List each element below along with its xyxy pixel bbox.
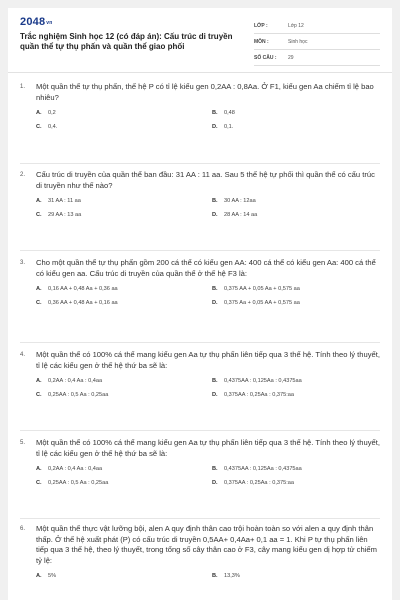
document-title: Trắc nghiệm Sinh học 12 (có đáp án): Cấu trúc di truyền quần thể tự thụ phấn và quần thể giao phối — [20, 32, 233, 51]
question-number: 4. — [20, 352, 26, 358]
question-number: 5. — [20, 440, 26, 446]
option-text: 0,375 Aa + 0,05 AA + 0,575 aa — [224, 300, 300, 306]
option-text: 0,4. — [48, 124, 58, 130]
question-text-wrap — [20, 524, 380, 566]
option-letter: C. — [36, 124, 42, 130]
option-d[interactable] — [212, 124, 388, 130]
option-c[interactable] — [36, 124, 212, 130]
option-text: 0,2AA : 0,4 Aa : 0,4aa — [48, 378, 103, 384]
option-text: 0,16 AA + 0,48 Aa + 0,36 aa — [48, 286, 118, 292]
option-letter: A. — [36, 110, 42, 116]
question-text: Một quần thể có 100% cá thể mang kiểu gen Aa tự thụ phấn liên tiếp qua 3 thế hệ. Tính theo lý thuyết, tỉ lệ các kiểu gen ở thế hệ thứ ba sẽ là: — [36, 350, 380, 370]
options — [20, 110, 380, 130]
option-letter: C. — [36, 392, 42, 398]
option-c[interactable] — [36, 480, 212, 486]
question-2 — [20, 170, 380, 218]
option-letter: C. — [36, 480, 42, 486]
option-letter: A. — [36, 198, 42, 204]
meta-value: Sinh học — [288, 38, 308, 45]
option-a[interactable] — [36, 198, 212, 204]
option-text: 0,2 — [48, 110, 56, 116]
option-c[interactable] — [36, 392, 212, 398]
option-d[interactable] — [212, 480, 388, 486]
meta-key: SỐ CÂU : — [254, 54, 277, 61]
option-letter: B. — [212, 573, 218, 579]
option-text: 0,375 AA + 0,05 Aa + 0,575 aa — [224, 286, 300, 292]
option-text: 0,4375AA : 0,125Aa : 0,4375aa — [224, 378, 302, 384]
question-3 — [20, 258, 380, 306]
option-b[interactable] — [212, 378, 388, 384]
option-text: 0,25AA : 0,5 Aa : 0,25aa — [48, 480, 109, 486]
meta-key: LỚP : — [254, 22, 268, 29]
question-number: 1. — [20, 84, 26, 90]
option-letter: B. — [212, 466, 218, 472]
option-text: 0,4375AA : 0,125Aa : 0,4375aa — [224, 466, 302, 472]
meta-row-class — [254, 18, 380, 34]
option-text: 0,2AA : 0,4 Aa : 0,4aa — [48, 466, 103, 472]
option-text: 29 AA : 13 aa — [48, 212, 82, 218]
option-a[interactable] — [36, 378, 212, 384]
question-6 — [20, 524, 380, 579]
option-c[interactable] — [36, 300, 212, 306]
divider — [20, 250, 380, 251]
option-a[interactable] — [36, 110, 212, 116]
question-1 — [20, 82, 380, 130]
question-text: Cấu trúc di truyền của quần thể ban đầu: 31 AA : 11 aa. Sau 5 thế hệ tự phối thì quần thể có cấu trúc di truyền như thế nào? — [36, 170, 375, 190]
option-text: 5% — [48, 573, 57, 579]
option-b[interactable] — [212, 466, 388, 472]
option-letter: A. — [36, 573, 42, 579]
option-text: 30 AA : 12aa — [224, 198, 256, 204]
question-4 — [20, 350, 380, 398]
option-letter: D. — [212, 480, 218, 486]
options — [20, 378, 380, 398]
question-text-wrap — [20, 258, 380, 279]
option-letter: A. — [36, 286, 42, 292]
options — [20, 466, 380, 486]
option-text: 31 AA : 11 aa — [48, 198, 81, 204]
option-a[interactable] — [36, 286, 212, 292]
option-text: 0,25AA : 0,5 Aa : 0,25aa — [48, 392, 109, 398]
question-text: Cho một quần thể tự thụ phấn gồm 200 cá thể có kiểu gen AA: 400 cá thể có kiểu gen Aa: 400 cá thể có kiểu gen aa. Cấu trúc di truyền của quần thể ở thế hệ F3 là: — [36, 258, 376, 278]
option-text: 28 AA : 14 aa — [224, 212, 258, 218]
option-b[interactable] — [212, 286, 388, 292]
brand-suffix: vn — [46, 20, 53, 26]
option-b[interactable] — [212, 198, 388, 204]
meta-key: MÔN : — [254, 38, 269, 45]
option-text: 0,1. — [224, 124, 234, 130]
option-letter: B. — [212, 286, 218, 292]
option-letter: A. — [36, 378, 42, 384]
option-c[interactable] — [36, 212, 212, 218]
option-letter: B. — [212, 110, 218, 116]
question-number: 6. — [20, 526, 26, 532]
option-b[interactable] — [212, 110, 388, 116]
options — [20, 198, 380, 218]
question-text-wrap — [20, 438, 380, 459]
meta-value: Lớp 12 — [288, 22, 304, 29]
option-text: 13,3% — [224, 573, 240, 579]
brand-logo[interactable] — [20, 16, 53, 28]
question-5 — [20, 438, 380, 486]
option-letter: C. — [36, 212, 42, 218]
option-letter: B. — [212, 198, 218, 204]
question-text-wrap — [20, 82, 380, 103]
options — [20, 573, 380, 579]
options — [20, 286, 380, 306]
option-text: 0,36 AA + 0,48 Aa + 0,16 aa — [48, 300, 118, 306]
option-a[interactable] — [36, 466, 212, 472]
document-header — [8, 8, 392, 73]
question-text-wrap — [20, 350, 380, 371]
divider — [20, 430, 380, 431]
question-text-wrap — [20, 170, 380, 191]
meta-row-count — [254, 50, 380, 66]
option-letter: D. — [212, 212, 218, 218]
question-text: Một quần thể có 100% cá thể mang kiểu gen Aa tự thụ phấn liên tiếp qua 3 thế hệ. Tính theo lý thuyết, tỉ lệ các kiểu gen ở thế hệ thứ ba sẽ là: — [36, 438, 380, 458]
option-letter: C. — [36, 300, 42, 306]
option-text: 0,375AA : 0,25Aa : 0,375:aa — [224, 480, 294, 486]
option-letter: A. — [36, 466, 42, 472]
question-text: Một quần thể thực vật lưỡng bội, alen A quy định thân cao trội hoàn toàn so với alen a quy định thân thấp. Ở thế hệ xuất phát (P) có cấu trúc di truyền 0,5AA+ 0,4Aa+ 0,1 aa = 1. Khi P tự thụ phấn liên tiếp qua 3 thế hệ, theo lý thuyết, trong tổng số cây thân cao ở F3, cây mang kiểu gen dị hợp tử chiếm tỷ lệ: — [36, 524, 377, 565]
option-d[interactable] — [212, 300, 388, 306]
divider — [20, 163, 380, 164]
option-text: 0,48 — [224, 110, 235, 116]
option-d[interactable] — [212, 392, 388, 398]
meta-row-subject — [254, 34, 380, 50]
option-b[interactable] — [212, 573, 388, 579]
option-letter: D. — [212, 300, 218, 306]
brand-name: 2048 — [20, 16, 46, 28]
option-letter: D. — [212, 124, 218, 130]
option-d[interactable] — [212, 212, 388, 218]
option-letter: D. — [212, 392, 218, 398]
meta-table — [254, 18, 380, 66]
meta-value: 29 — [288, 54, 294, 61]
option-letter: B. — [212, 378, 218, 384]
question-number: 3. — [20, 260, 26, 266]
document-page — [8, 8, 392, 600]
question-number: 2. — [20, 172, 26, 178]
divider — [20, 342, 380, 343]
option-text: 0,375AA : 0,25Aa : 0,375:aa — [224, 392, 294, 398]
option-a[interactable] — [36, 573, 212, 579]
divider — [20, 518, 380, 519]
question-text: Một quần thể tự thụ phấn, thế hệ P có tỉ lệ kiểu gen 0,2AA : 0,8Aa. Ở F1, kiểu gen Aa chiếm tỉ lệ bao nhiêu? — [36, 82, 374, 102]
